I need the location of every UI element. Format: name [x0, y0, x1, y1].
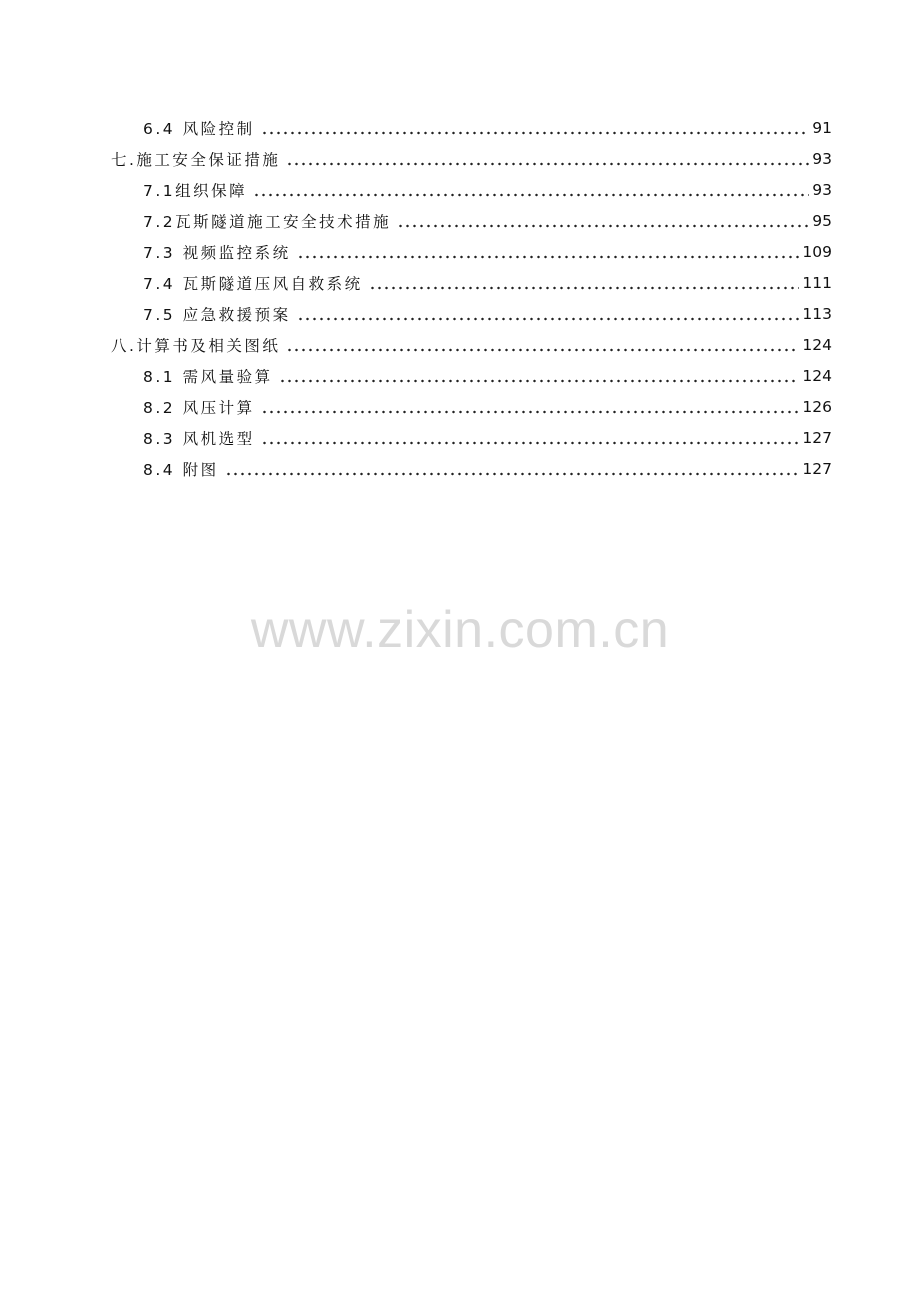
toc-dot-leader — [261, 431, 800, 445]
toc-dot-leader — [286, 338, 799, 352]
toc-entry-8-4[interactable] — [143, 457, 832, 481]
toc-page-number: 127 — [802, 429, 832, 447]
toc-entry-label: 7.1组织保障 — [143, 182, 248, 200]
toc-entry-label: 7.4 瓦斯隧道压风自救系统 — [143, 275, 363, 293]
toc-entry-label: 7.3 视频监控系统 — [143, 244, 291, 262]
toc-entry-chapter-8[interactable] — [111, 333, 832, 357]
toc-entry-7-4[interactable] — [143, 271, 832, 295]
toc-entry-label: 8.3 风机选型 — [143, 430, 255, 448]
toc-entry-label: 7.2瓦斯隧道施工安全技术措施 — [143, 213, 392, 231]
toc-entry-label: 8.4 附图 — [143, 461, 219, 479]
toc-page-number: 109 — [802, 243, 832, 261]
toc-page-number: 93 — [812, 150, 832, 168]
toc-dot-leader — [261, 400, 800, 414]
toc-dot-leader — [225, 462, 800, 476]
toc-entry-8-2[interactable] — [143, 395, 832, 419]
toc-entry-chapter-7[interactable] — [111, 147, 832, 171]
toc-entry-7-5[interactable] — [143, 302, 832, 326]
toc-dot-leader — [369, 276, 800, 290]
toc-dot-leader — [297, 245, 800, 259]
toc-page-number: 111 — [802, 274, 832, 292]
toc-dot-leader — [286, 152, 809, 166]
toc-entry-label: 八.计算书及相关图纸 — [111, 337, 281, 355]
toc-page-number: 113 — [802, 305, 832, 323]
toc-page-number: 124 — [802, 367, 832, 385]
toc-dot-leader — [253, 183, 809, 197]
toc-entry-label: 8.2 风压计算 — [143, 399, 255, 417]
toc-page-number: 93 — [812, 181, 832, 199]
toc-entry-7-1[interactable] — [143, 178, 832, 202]
toc-page-number: 91 — [812, 119, 832, 137]
toc-page-number: 127 — [802, 460, 832, 478]
toc-dot-leader — [397, 214, 809, 228]
toc-entry-6-4[interactable] — [143, 116, 832, 140]
toc-entry-8-3[interactable] — [143, 426, 832, 450]
toc-page-number: 124 — [802, 336, 832, 354]
toc-entry-label: 8.1 需风量验算 — [143, 368, 273, 386]
toc-dot-leader — [297, 307, 800, 321]
toc-entry-label: 7.5 应急救援预案 — [143, 306, 291, 324]
toc-dot-leader — [279, 369, 800, 383]
watermark: www.zixin.com.cn — [250, 601, 670, 659]
toc-dot-leader — [261, 121, 810, 135]
toc-page-number: 95 — [812, 212, 832, 230]
toc-entry-8-1[interactable] — [143, 364, 832, 388]
toc-entry-label: 七.施工安全保证措施 — [111, 151, 281, 169]
toc-entry-label: 6.4 风险控制 — [143, 120, 255, 138]
toc-entry-7-2[interactable] — [143, 209, 832, 233]
toc-entry-7-3[interactable] — [143, 240, 832, 264]
toc-page-number: 126 — [802, 398, 832, 416]
